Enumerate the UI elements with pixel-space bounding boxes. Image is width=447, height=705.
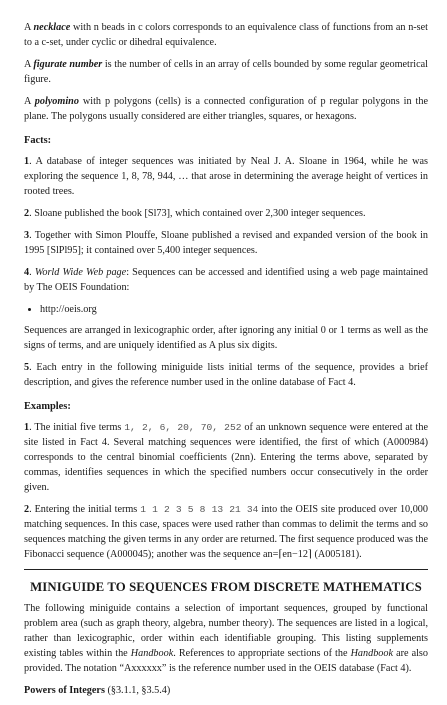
document-page xyxy=(24,20,428,705)
example-text: into the OEIS site produced over 10,000 matching sequences. In this case, spaces were used rather than commas to delimit the terms and so sequences matching the given terms in any order are returned. The first sequence produced was the Fibonacci sequence (A000045); another was the sequence an=⌈en−12⌉ (A005181). xyxy=(24,504,428,560)
fact-text: . Together with Simon Plouffe, Sloane published a revised and expanded version of the book in 1995 [SlPl95]; it contained over 5,400 integer sequences. xyxy=(24,230,428,256)
polyomino-definition xyxy=(24,94,428,124)
fact-4: 4. World Wide Web page: Sequences can be accessed and identified using a web page maintained by The OEIS Foundation: xyxy=(24,267,429,293)
section-divider xyxy=(24,569,428,570)
intro-text: The following miniguide contains a selection of important sequences, grouped by functional problem area (such as graph theory, algebra, number theory). The sequences are listed in a logical, rather than lexicographic, order within each identifiable grouping. This listing supplements existing tables within the xyxy=(24,603,428,659)
oeis-url-link[interactable]: • http://oeis.org xyxy=(40,302,428,317)
example-number: 1 xyxy=(24,422,30,433)
intro-text: . References to appropriate sections of the xyxy=(173,648,351,659)
example-text: of an unknown sequence were entered at the site listed in Fact 4. Several matching sequences were identified, the first of which (A000984) corresponds to the central binomial coefficients (2nn). Entering the terms above, separated by commas, identifies sequences in which the specified numbers occur consecutively in the order given. xyxy=(24,422,428,493)
fact-number: 5 xyxy=(24,362,30,373)
lexicographic-note: Sequences are arranged in lexicographic order, after ignoring any initial 0 or 1 terms as well as the signs of terms, and are uniquely identified as A plus six digits. xyxy=(24,325,428,351)
fact-text: . Sloane published the book [Sl73], which contained over 2,300 integer sequences. xyxy=(29,208,366,219)
example-text: . The initial five terms xyxy=(29,422,125,433)
fact-2 xyxy=(24,206,428,221)
fact-text: . Each entry in the following miniguide lists initial terms of the sequence, provides a brief description, and gives the reference number used in the online database of Fact 4. xyxy=(24,362,428,388)
definition-term: necklace xyxy=(33,22,71,33)
fact-1 xyxy=(24,154,428,199)
powers-of-integers-heading xyxy=(24,683,428,698)
necklace-definition xyxy=(24,20,428,50)
example-1 xyxy=(24,420,428,495)
definition-lead: A xyxy=(24,59,34,70)
examples-heading: Examples: xyxy=(24,401,71,412)
miniguide-intro xyxy=(24,601,428,676)
fact-3 xyxy=(24,228,428,258)
example-terms: 1 1 2 3 5 8 13 21 34 xyxy=(140,504,259,515)
example-2 xyxy=(24,502,428,562)
definition-lead: A xyxy=(24,22,34,33)
example-text: . Entering the initial terms xyxy=(29,504,141,515)
figurate-number-definition xyxy=(24,57,428,87)
definition-term: figurate number xyxy=(33,59,103,70)
url-list xyxy=(24,302,428,317)
definition-text: with n beads in c colors corresponds to an equivalence class of functions from an n-set to a c-set, under cyclic or dihedral equivalence. xyxy=(24,22,428,48)
fact-number: 1 xyxy=(24,156,30,167)
definition-text: is the number of cells in an array of cells bounded by some regular geometrical figure. xyxy=(24,59,428,85)
fact-text: : Sequences can be accessed and identified using a web page maintained by The OEIS Foundation: xyxy=(24,267,429,293)
example-terms: 1, 2, 6, 20, 70, 252 xyxy=(124,422,242,433)
definition-lead: A xyxy=(24,96,35,107)
subsection-refs: (§3.1.1, §3.5.4) xyxy=(104,685,171,696)
fact-number: 2 xyxy=(24,208,30,219)
section-title: MINIGUIDE TO SEQUENCES FROM DISCRETE MATHEMATICS xyxy=(30,580,422,594)
fact-number: 4 xyxy=(24,267,30,278)
handbook-italic: Handbook xyxy=(350,648,394,659)
fact-number: 3 xyxy=(24,230,30,241)
definition-term: polyomino xyxy=(34,96,79,107)
subsection-title: Powers of Integers xyxy=(24,685,105,696)
fact-5 xyxy=(24,360,428,390)
example-number: 2 xyxy=(24,504,30,515)
facts-heading: Facts: xyxy=(24,135,52,146)
intro-text: are also provided. The notation “Axxxxxx” is the reference number used in the OEIS database (Fact 4). xyxy=(24,648,428,674)
definition-text: with p polygons (cells) is a connected configuration of p regular polygons in the plane. The polygons usually considered are either triangles, squares, or hexagons. xyxy=(24,96,429,122)
fact-italic-label: World Wide Web page xyxy=(34,267,127,278)
handbook-italic: Handbook xyxy=(130,648,174,659)
fact-text: . A database of integer sequences was initiated by Neal J. A. Sloane in 1964, while he was exploring the sequence 1, 8, 78, 944, … that arose in determining the average height of vertices in rooted trees. xyxy=(24,156,428,197)
